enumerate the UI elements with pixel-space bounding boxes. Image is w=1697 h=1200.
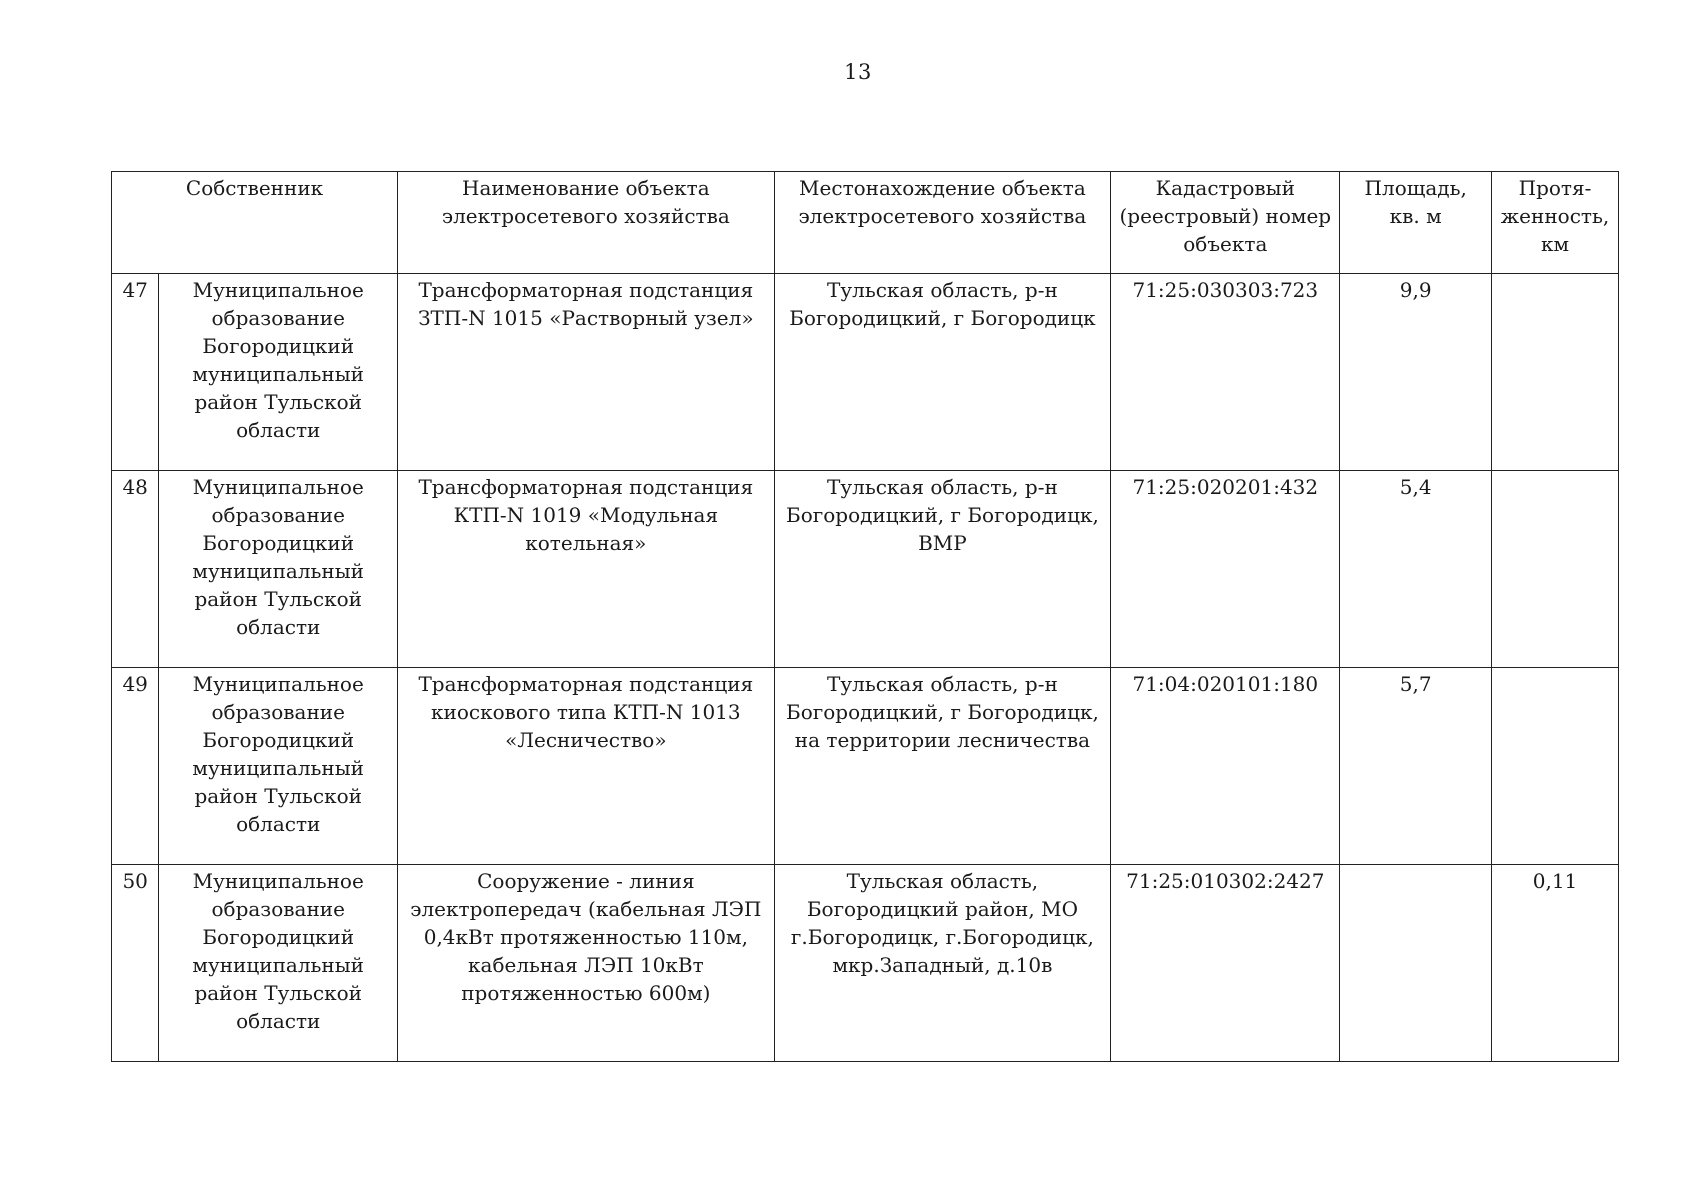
length-cell bbox=[1492, 471, 1619, 668]
electric-grid-objects-table bbox=[111, 171, 1619, 1062]
object-location-cell: Тульская область, р-н Богородицкий, г Богородицк bbox=[774, 274, 1111, 471]
header-cadastral-number: Кадастровый (реестровый) номер объекта bbox=[1111, 172, 1340, 274]
object-location-cell: Тульская область, Богородицкий район, МО г.Богородицк, г.Богородицк, мкр.Западный, д.10в bbox=[774, 865, 1111, 1062]
header-owner: Собственник bbox=[112, 172, 398, 274]
page-number: 13 bbox=[844, 60, 872, 84]
area-cell: 5,7 bbox=[1340, 668, 1492, 865]
header-object-name: Наименование объекта электросетевого хозяйства bbox=[398, 172, 774, 274]
table-row bbox=[112, 471, 1619, 668]
length-cell: 0,11 bbox=[1492, 865, 1619, 1062]
row-number: 49 bbox=[112, 668, 159, 865]
owner-cell: Муниципальное образование Богородицкий муниципальный район Тульской области bbox=[159, 668, 398, 865]
object-name-cell: Трансформаторная подстанция КТП-N 1019 «Модульная котельная» bbox=[398, 471, 774, 668]
area-cell: 5,4 bbox=[1340, 471, 1492, 668]
length-cell bbox=[1492, 274, 1619, 471]
area-cell: 9,9 bbox=[1340, 274, 1492, 471]
row-number: 47 bbox=[112, 274, 159, 471]
owner-cell: Муниципальное образование Богородицкий муниципальный район Тульской области bbox=[159, 865, 398, 1062]
owner-cell: Муниципальное образование Богородицкий муниципальный район Тульской области bbox=[159, 471, 398, 668]
cadastral-number-cell: 71:25:020201:432 bbox=[1111, 471, 1340, 668]
table-row bbox=[112, 865, 1619, 1062]
table-row bbox=[112, 668, 1619, 865]
length-cell bbox=[1492, 668, 1619, 865]
owner-cell: Муниципальное образование Богородицкий муниципальный район Тульской области bbox=[159, 274, 398, 471]
object-location-cell: Тульская область, р-н Богородицкий, г Богородицк, ВМР bbox=[774, 471, 1111, 668]
row-number: 50 bbox=[112, 865, 159, 1062]
cadastral-number-cell: 71:25:030303:723 bbox=[1111, 274, 1340, 471]
object-name-cell: Трансформаторная подстанция киоскового типа КТП-N 1013 «Лесничество» bbox=[398, 668, 774, 865]
object-name-cell: Трансформаторная подстанция ЗТП-N 1015 «Растворный узел» bbox=[398, 274, 774, 471]
object-name-cell: Сооружение - линия электропередач (кабельная ЛЭП 0,4кВт протяженностью 110м, кабельная ЛЭП 10кВт протяженностью 600м) bbox=[398, 865, 774, 1062]
object-location-cell: Тульская область, р-н Богородицкий, г Богородицк, на территории лесничества bbox=[774, 668, 1111, 865]
cadastral-number-cell: 71:25:010302:2427 bbox=[1111, 865, 1340, 1062]
row-number: 48 bbox=[112, 471, 159, 668]
header-area: Площадь, кв. м bbox=[1340, 172, 1492, 274]
header-object-location: Местонахождение объекта электросетевого хозяйства bbox=[774, 172, 1111, 274]
table-header-row bbox=[112, 172, 1619, 274]
header-length: Протя- женность, км bbox=[1492, 172, 1619, 274]
area-cell bbox=[1340, 865, 1492, 1062]
table-row bbox=[112, 274, 1619, 471]
cadastral-number-cell: 71:04:020101:180 bbox=[1111, 668, 1340, 865]
